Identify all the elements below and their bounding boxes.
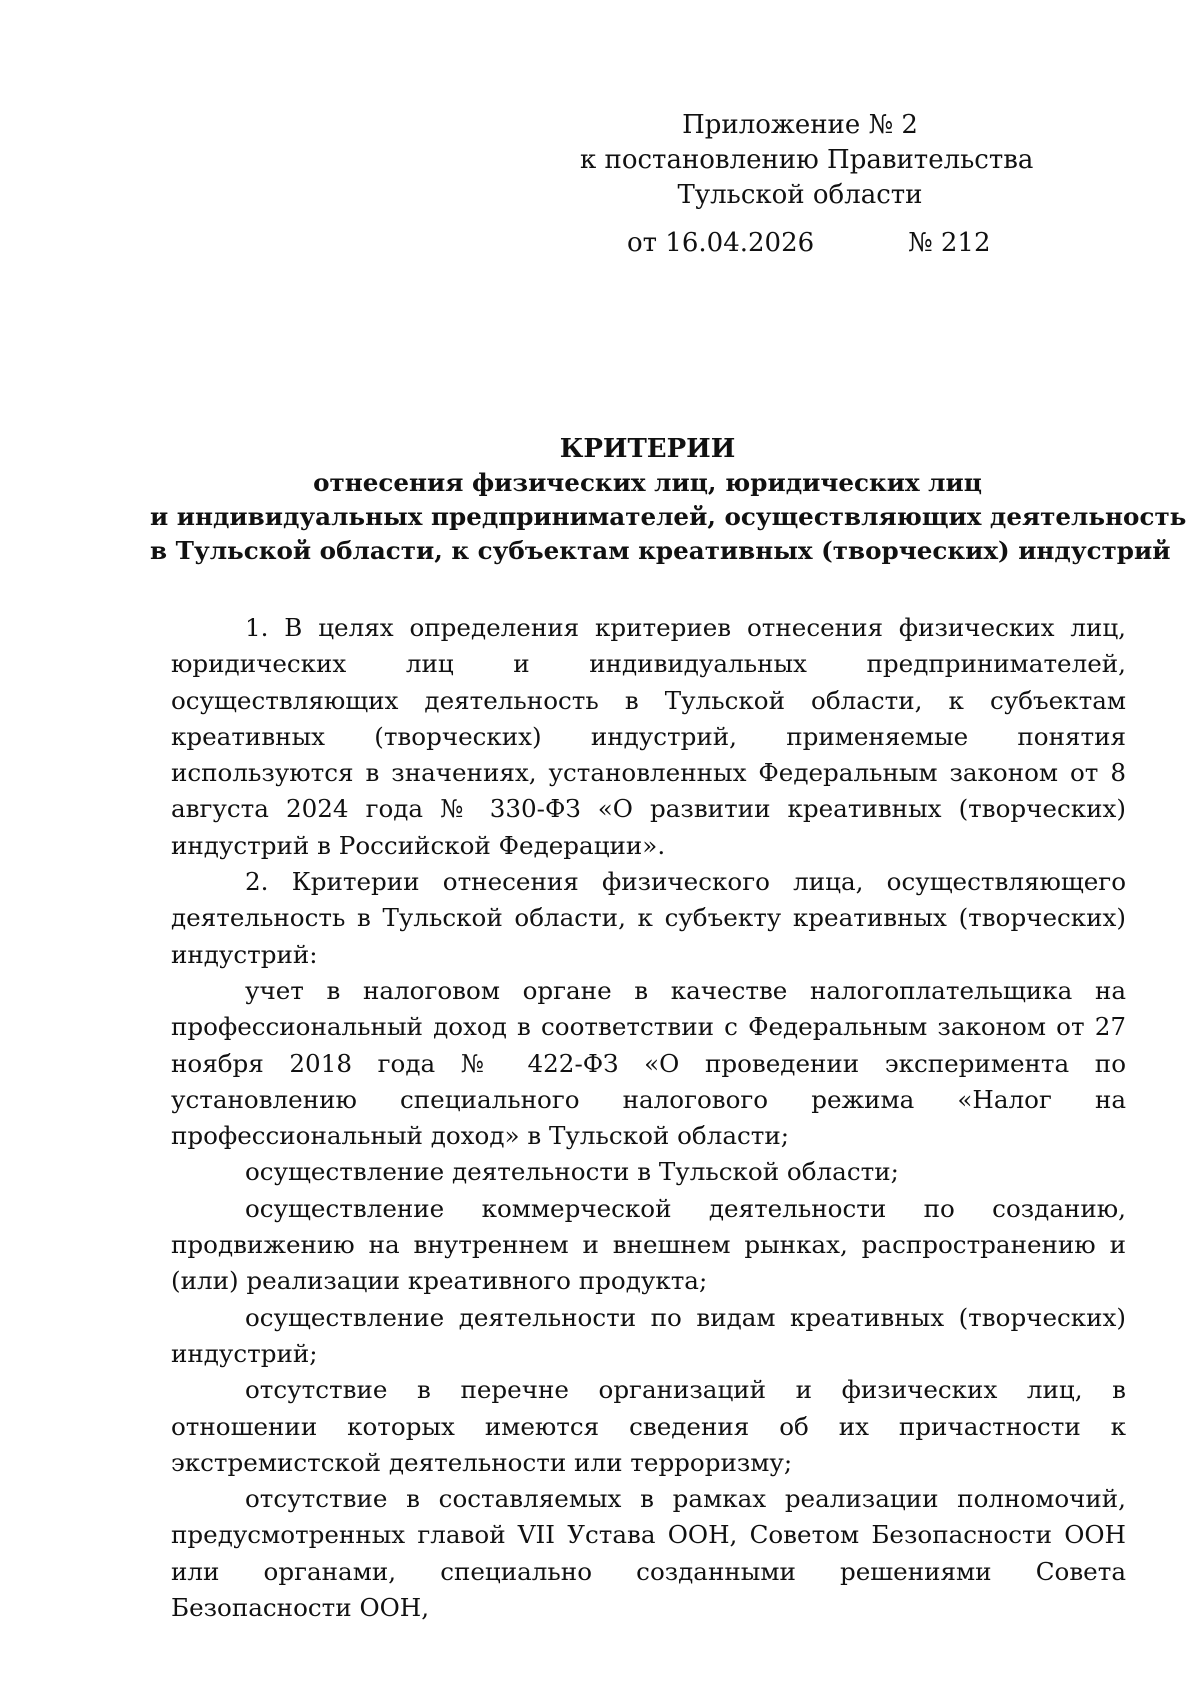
paragraph-8: отсутствие в составляемых в рамках реализации полномочий, предусмотренных главой VII Устава ООН, Советом Безопасности ООН или органами, специально созданными решениями Совета Безопасности ООН, <box>171 1484 1126 1623</box>
paragraph-6: осуществление деятельности по видам креативных (творческих) индустрий; <box>171 1302 1126 1368</box>
document-title <box>150 432 1187 568</box>
title-line-1: отнесения физических лиц, юридических лиц <box>313 468 982 497</box>
paragraph-3: учет в налоговом органе в качестве налогоплательщика на профессиональный доход в соответствии с Федеральным законом от 27 ноября 2018 года № 422-ФЗ «О проведении эксперимента по установлению специального налогового режима «Налог на профессиональный доход» в Тульской области; <box>171 975 1126 1151</box>
resolution-number: № 212 <box>908 228 991 258</box>
paragraph-7: отсутствие в перечне организаций и физических лиц, в отношении которых имеются сведения об их причастности к экстремистской деятельности или терроризму; <box>171 1375 1126 1477</box>
resolution-dateline <box>0 226 1200 266</box>
resolution-date: от 16.04.2026 <box>627 228 815 258</box>
title-main: КРИТЕРИИ <box>559 434 736 464</box>
title-line-3: в Тульской области, к субъектам креативных (творческих) индустрий <box>150 536 1171 565</box>
appendix-header <box>580 108 1034 213</box>
paragraph-5: осуществление коммерческой деятельности по созданию, продвижению на внутреннем и внешнем рынках, распространению и (или) реализации креативного продукта; <box>171 1193 1126 1296</box>
paragraph-2: 2. Критерии отнесения физического лица, осуществляющего деятельность в Тульской области, к субъекту креативных (творческих) индустрий: <box>171 867 1126 969</box>
appendix-region: Тульской области <box>677 180 923 210</box>
title-line-2: и индивидуальных предпринимателей, осуществляющих деятельность <box>150 502 1187 531</box>
document-body <box>171 610 1126 1626</box>
paragraph-4: осуществление деятельности в Тульской области; <box>245 1157 899 1187</box>
appendix-resolution-ref: к постановлению Правительства <box>580 145 1034 175</box>
appendix-number: Приложение № 2 <box>682 110 918 140</box>
paragraph-1: 1. В целях определения критериев отнесения физических лиц, юридических лиц и индивидуальных предпринимателей, осуществляющих деятельность в Тульской области, к субъектам креативных (творческих) индустрий, применяемые понятия используются в значениях, установленных Федеральным законом от 8 августа 2024 года № 330-ФЗ «О развитии креативных (творческих) индустрий в Российской Федерации». <box>171 613 1126 860</box>
